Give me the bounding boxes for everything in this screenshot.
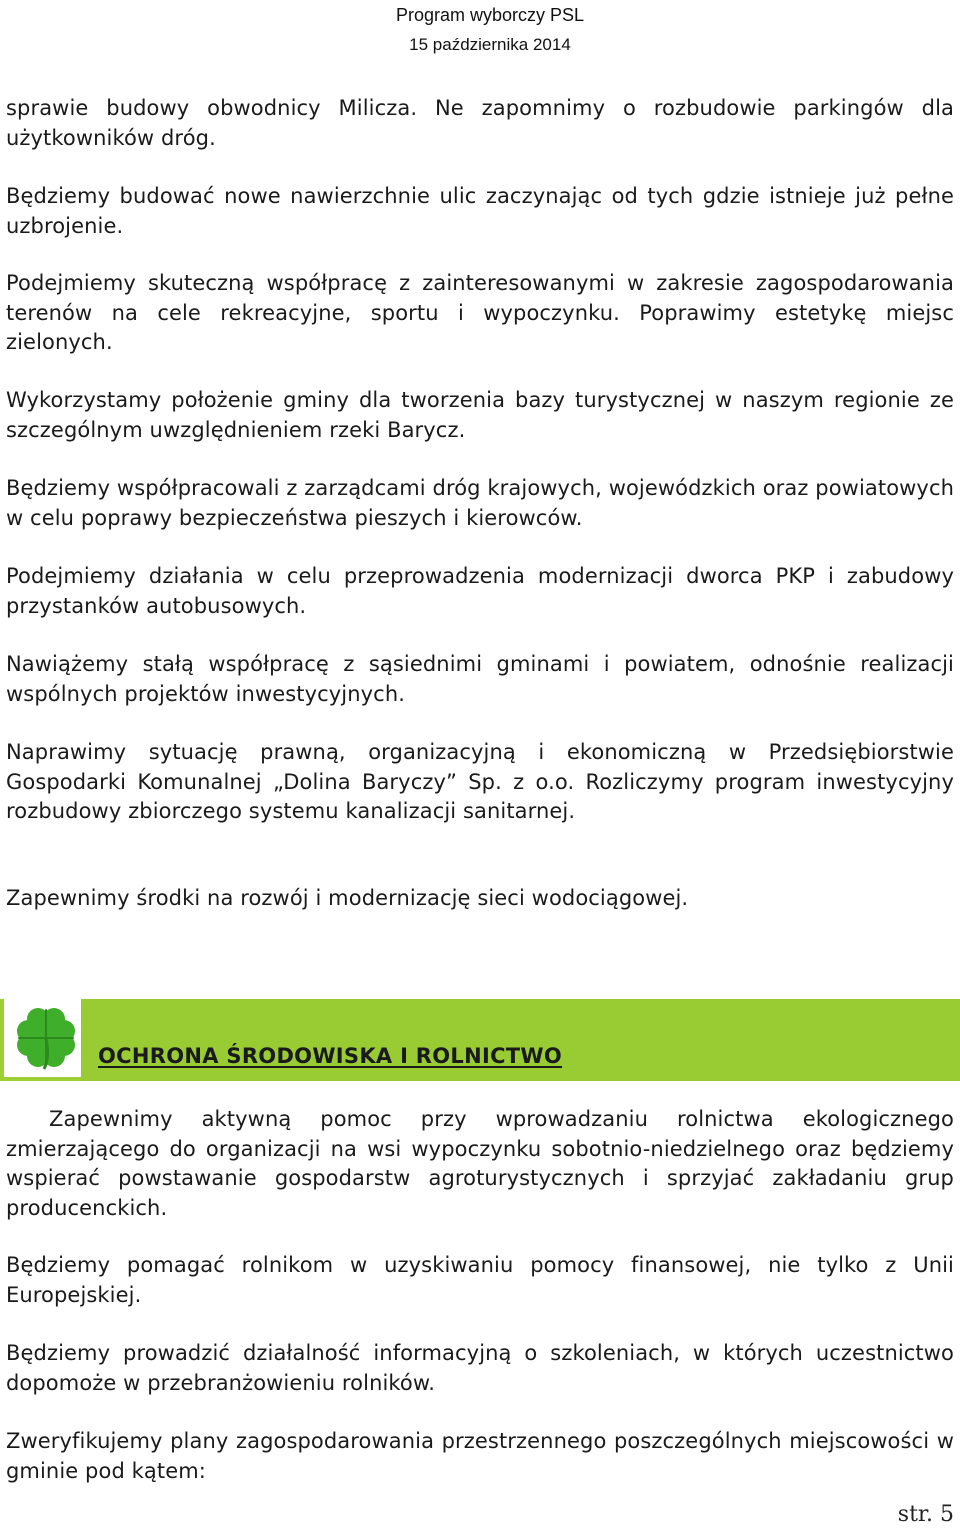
section-banner [0,999,960,1081]
paragraph-ecological-farming: Zapewnimy aktywną pomoc przy wprowadzaniu rolnictwa ekologicznego zmierzającego do organizacji na wsi wypoczynku sobotnio-niedzielnego oraz będziemy wspierać powstawanie gospodarstw agroturystycznych i sprzyjać zakładaniu grup producenckich. [6,1107,954,1220]
paragraph-recreation-areas: Podejmiemy skuteczną współpracę z zainteresowanymi w zakresie zagospodarowania terenów na cele rekreacyjne, sportu i wypoczynku. Poprawimy estetykę miejsc zielonych. [6,271,954,354]
paragraph-utility-company: Naprawimy sytuację prawną, organizacyjną i ekonomiczną w Przedsiębiorstwie Gospodarki Komunalnej „Dolina Baryczy” Sp. z o.o. Rozliczymy program inwestycyjny rozbudowy zbiorczego systemu kanalizacji sanitarnej. [6,740,954,823]
header-title: Program wyborczy PSL [395,5,584,25]
paragraph-tourism-base: Wykorzystamy położenie gminy dla tworzenia bazy turystycznej w naszym regionie ze szczególnym uwzględnieniem rzeki Barycz. [6,388,954,442]
paragraph-milicz-bypass: sprawie budowy obwodnicy Milicza. Ne zapomnimy o rozbudowie parkingów dla użytkowników dróg. [6,96,954,150]
paragraph-road-safety: Będziemy współpracowali z zarządcami dróg krajowych, wojewódzkich oraz powiatowych w celu poprawy bezpieczeństwa pieszych i kierowców. [6,476,954,530]
paragraph-neighbour-cooperation: Nawiążemy stałą współpracę z sąsiednimi gminami i powiatem, odnośnie realizacji wspólnych projektów inwestycyjnych. [6,652,954,706]
paragraph-street-surfaces: Będziemy budować nowe nawierzchnie ulic zaczynając od tych gdzie istnieje już pełne uzbrojenie. [6,184,954,238]
section-title: OCHRONA ŚRODOWISKA I ROLNICTWO [98,1044,563,1068]
page-number: str. 5 [897,1502,954,1527]
four-leaf-clover-icon [14,1003,78,1071]
header-date: 15 października 2014 [409,35,571,54]
section-banner-fill [81,999,960,1081]
paragraph-water-supply: Zapewnimy środki na rozwój i modernizację sieci wodociągowej. [6,886,689,910]
page-header [396,0,584,60]
paragraph-training-info: Będziemy prowadzić działalność informacyjną o szkoleniach, w których uczestnictwo dopomoże w przebranżowieniu rolników. [6,1341,954,1395]
paragraph-pkp-station: Podejmiemy działania w celu przeprowadzenia modernizacji dworca PKP i zabudowy przystanków autobusowych. [6,564,954,618]
paragraph-financial-help: Będziemy pomagać rolnikom w uzyskiwaniu pomocy finansowej, nie tylko z Unii Europejskiej. [6,1253,954,1307]
paragraph-spatial-plans: Zweryfikujemy plany zagospodarowania przestrzennego poszczególnych miejscowości w gminie pod kątem: [6,1429,954,1483]
section-icon-box [0,999,81,1081]
